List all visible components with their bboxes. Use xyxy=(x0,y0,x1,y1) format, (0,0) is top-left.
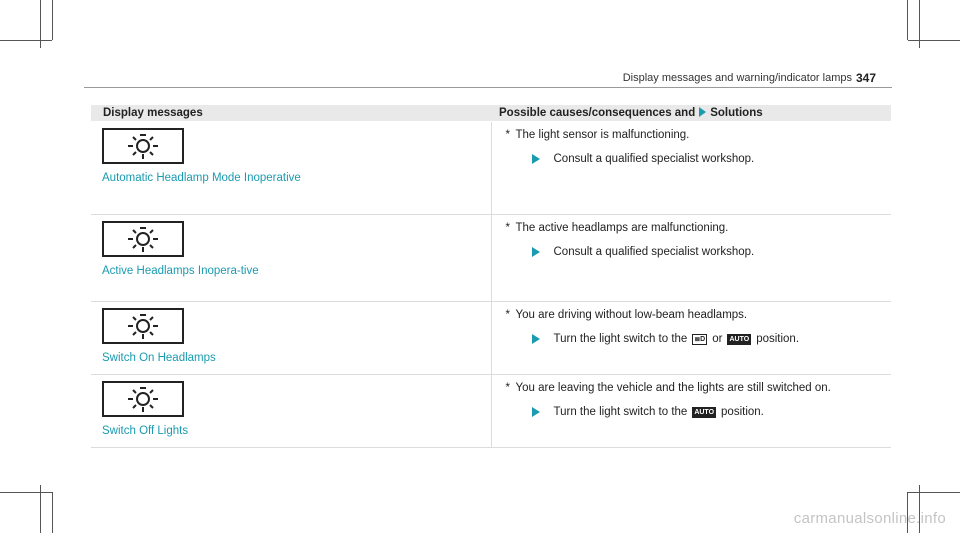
running-head: Display messages and warning/indicator lamps xyxy=(622,72,852,84)
light-sensor-malfunction-icon xyxy=(102,308,184,344)
arrow-right-icon xyxy=(699,107,706,117)
table-row xyxy=(91,375,891,448)
message-label: Switch Off Lights xyxy=(102,425,189,437)
message-cell xyxy=(91,302,491,375)
crop-mark xyxy=(52,0,53,40)
table-header-row xyxy=(91,105,891,122)
message-cell xyxy=(91,215,491,302)
table-row xyxy=(91,302,891,375)
message-cell xyxy=(91,375,491,448)
solution-step: Turn the light switch to the AUTO position. xyxy=(532,405,892,419)
solution-step: Turn the light switch to the ≣D or AUTO position. xyxy=(532,332,892,346)
cause-text: * You are driving without low-beam headlamps. xyxy=(505,309,748,321)
arrow-right-icon xyxy=(532,154,540,164)
table-row xyxy=(91,215,891,302)
messages-table xyxy=(91,105,891,448)
cause-cell xyxy=(491,215,891,302)
watermark: carmanualsonline.info xyxy=(793,510,946,527)
cause-cell xyxy=(491,122,891,215)
header-rule xyxy=(84,87,892,88)
message-cell xyxy=(91,122,491,215)
crop-mark xyxy=(908,40,960,41)
cause-text: * The active headlamps are malfunctioning. xyxy=(505,222,729,234)
auto-light-symbol-icon: AUTO xyxy=(694,408,715,416)
arrow-right-icon xyxy=(532,247,540,257)
low-beam-symbol-icon: ≣D xyxy=(694,335,706,343)
page-number: 347 xyxy=(855,71,876,85)
arrow-right-icon xyxy=(532,334,540,344)
light-sensor-malfunction-icon xyxy=(102,128,184,164)
col-header-solutions-text: Solutions xyxy=(710,107,763,119)
crop-mark xyxy=(0,40,52,41)
table-row xyxy=(91,122,891,215)
message-label: Active Headlamps Inopera-tive xyxy=(102,265,259,277)
arrow-right-icon xyxy=(532,407,540,417)
solution-step: Consult a qualified specialist workshop. xyxy=(532,152,892,166)
cause-text: * You are leaving the vehicle and the lights are still switched on. xyxy=(505,382,831,394)
crop-mark xyxy=(908,492,960,493)
crop-mark xyxy=(0,492,52,493)
cause-text: * The light sensor is malfunctioning. xyxy=(505,129,690,141)
cause-cell xyxy=(491,375,891,448)
message-label: Switch On Headlamps xyxy=(102,352,216,364)
crop-mark xyxy=(907,0,908,40)
cause-cell xyxy=(491,302,891,375)
col-header-causes-solutions xyxy=(491,105,891,122)
light-sensor-malfunction-icon xyxy=(102,221,184,257)
col-header-display-messages: Display messages xyxy=(91,105,491,122)
crop-mark xyxy=(52,492,53,533)
message-label: Automatic Headlamp Mode Inoperative xyxy=(102,172,301,184)
col-header-causes-text: Possible causes/consequences and xyxy=(499,107,696,119)
solution-step: Consult a qualified specialist workshop. xyxy=(532,245,892,259)
light-sensor-malfunction-icon xyxy=(102,381,184,417)
auto-light-symbol-icon: AUTO xyxy=(729,335,750,343)
